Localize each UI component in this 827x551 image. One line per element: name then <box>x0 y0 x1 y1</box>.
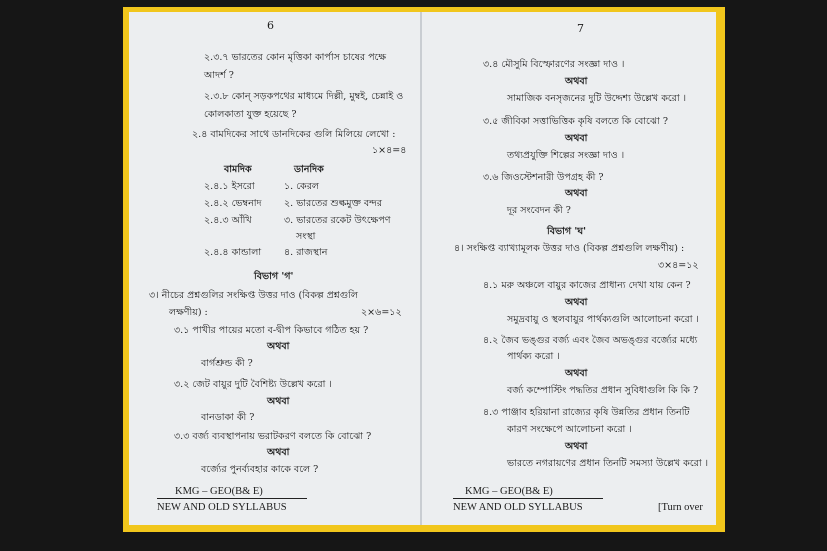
question-line: ৩.৫ জীবিকা সত্তাভিত্তিক কৃষি বলতে কি বোঝো ? <box>483 116 668 127</box>
question-line: ৩.৩ বর্জ্য ব্যবস্থাপনায় ভরাটকরণ বলতে কি বোঝো ? <box>174 431 372 442</box>
footer-rule <box>157 498 307 499</box>
question-line: ২.৩.৭ ভারতের কোন মৃত্তিকা কার্পাস চাষের পক্ষে <box>204 52 387 63</box>
question-line: আদর্শ ? <box>204 70 234 81</box>
or-label: অথবা <box>267 341 290 352</box>
column-header-right: ডানদিক <box>294 164 324 175</box>
question-line: ৪। সংক্ষিপ্ত ব্যাখ্যামূলক উত্তর দাও (বিকল্প প্রশ্নগুলি লক্ষণীয়) : <box>454 243 685 254</box>
match-left-item: ২.৪.৪ কান্ডালা <box>204 247 262 258</box>
marks: ৩×৪=১২ <box>658 260 699 271</box>
question-line: ৪.২ জৈব ভঙ্গুর বর্জ্য এবং জৈব অভঙ্গুর বর্জ্যের মধ্যে <box>483 335 698 346</box>
match-left-item: ২.৪.২ ভেম্বনাদ <box>204 198 262 209</box>
footer-syllabus: NEW AND OLD SYLLABUS <box>453 502 583 513</box>
question-line: ৩.১ পাখীর পায়ের মতো ব-দ্বীপ কিভাবে গঠিত হয় ? <box>174 325 369 336</box>
or-label: অথবা <box>267 447 290 458</box>
question-line: বর্জ্যের পুনর্ব্যবহার কাকে বলে ? <box>201 464 319 475</box>
yellow-frame <box>123 7 725 532</box>
column-header-left: বামদিক <box>224 164 252 175</box>
marks: ১×৪=৪ <box>372 145 407 156</box>
question-line: ২.৪ বামদিকের সাথে ডানদিকের গুলি মিলিয়ে লেখো : <box>192 129 396 140</box>
or-label: অথবা <box>565 188 588 199</box>
match-right-item: সংস্থা <box>296 231 316 242</box>
footer-code: KMG – GEO(B& E) <box>465 486 553 497</box>
question-line: কোলকাতা যুক্ত হয়েছে ? <box>204 109 297 120</box>
question-line: বার্গশ্রুন্ড কী ? <box>201 358 253 369</box>
section-heading: বিভাগ 'গ' <box>254 271 294 282</box>
question-line: ৩.৪ মৌসুমি বিস্ফোরণের সংজ্ঞা দাও । <box>483 59 625 70</box>
footer-syllabus: NEW AND OLD SYLLABUS <box>157 502 287 513</box>
or-label: অথবা <box>565 441 588 452</box>
or-label: অথবা <box>565 133 588 144</box>
question-line: ভারতে নগরায়ণের প্রধান তিনটি সমস্যা উল্লেখ করো । <box>507 458 709 469</box>
match-left-item: ২.৪.১ ইসরো <box>204 181 255 192</box>
question-line: ৪.১ মরু অঞ্চলে বায়ুর কাজের প্রাধান্য দেখা যায় কেন ? <box>483 280 691 291</box>
match-right-item: ৩. ভারতের রকেট উৎক্ষেপণ <box>284 215 391 226</box>
question-line: কারণ সংক্ষেপে আলোচনা করো । <box>507 424 632 435</box>
question-line: লক্ষণীয়) : <box>169 307 208 318</box>
section-heading: বিভাগ 'ঘ' <box>547 226 587 237</box>
or-label: অথবা <box>565 76 588 87</box>
question-line: বানডাকা কী ? <box>201 412 255 423</box>
match-right-item: ২. ভারতের শুল্কমুক্ত বন্দর <box>284 198 382 209</box>
or-label: অথবা <box>267 396 290 407</box>
question-line: ২.৩.৮ কোন্ সড়কপথের মাধ্যমে দিল্লী, মুম্বই, চেন্নাই ও <box>204 91 404 102</box>
footer-rule <box>453 498 603 499</box>
question-line: পার্থক্য করো । <box>507 351 560 362</box>
footer-code: KMG – GEO(B& E) <box>175 486 263 497</box>
or-label: অথবা <box>565 297 588 308</box>
page-gutter <box>420 12 422 525</box>
question-line: দূর সংবেদন কী ? <box>507 205 571 216</box>
question-line: সামাজিক বনসৃজনের দুটি উদ্দেশ্য উল্লেখ করো । <box>507 93 687 104</box>
page-number: 6 <box>267 19 274 32</box>
match-left-item: ২.৪.৩ আঁখি <box>204 215 252 226</box>
question-line: বর্জ্য কম্পোস্টিং পদ্ধতির প্রধান সুবিধাগুলি কি কি ? <box>507 385 699 396</box>
question-line: ৩.২ জেট বায়ুর দুটি বৈশিষ্ট্য উল্লেখ করো । <box>174 379 332 390</box>
turn-over-label: [Turn over <box>658 502 703 513</box>
match-right-item: ৪. রাজস্থান <box>284 247 328 258</box>
question-line: ৩। নীচের প্রশ্নগুলির সংক্ষিপ্ত উত্তর দাও (বিকল্প প্রশ্নগুলি <box>149 290 358 301</box>
left-page <box>129 12 419 525</box>
or-label: অথবা <box>565 368 588 379</box>
exam-booklet <box>129 12 716 525</box>
page-number: 7 <box>577 22 584 35</box>
question-line: ৩.৬ জিওস্টেশনারী উপগ্রহ কী ? <box>483 172 604 183</box>
question-line: সমুদ্রবায়ু ও স্থলবায়ুর পার্থক্যগুলি আলোচনা করো । <box>507 314 699 325</box>
question-line: ৪.৩ পাঞ্জাব হরিয়ানা রাজ্যের কৃষি উন্নতির প্রধান তিনটি <box>483 407 690 418</box>
question-line: তথ্যপ্রযুক্তি শিল্পের সংজ্ঞা দাও । <box>507 150 625 161</box>
match-right-item: ১. কেরল <box>284 181 320 192</box>
right-page <box>425 12 716 525</box>
marks: ২×৬=১২ <box>361 307 402 318</box>
